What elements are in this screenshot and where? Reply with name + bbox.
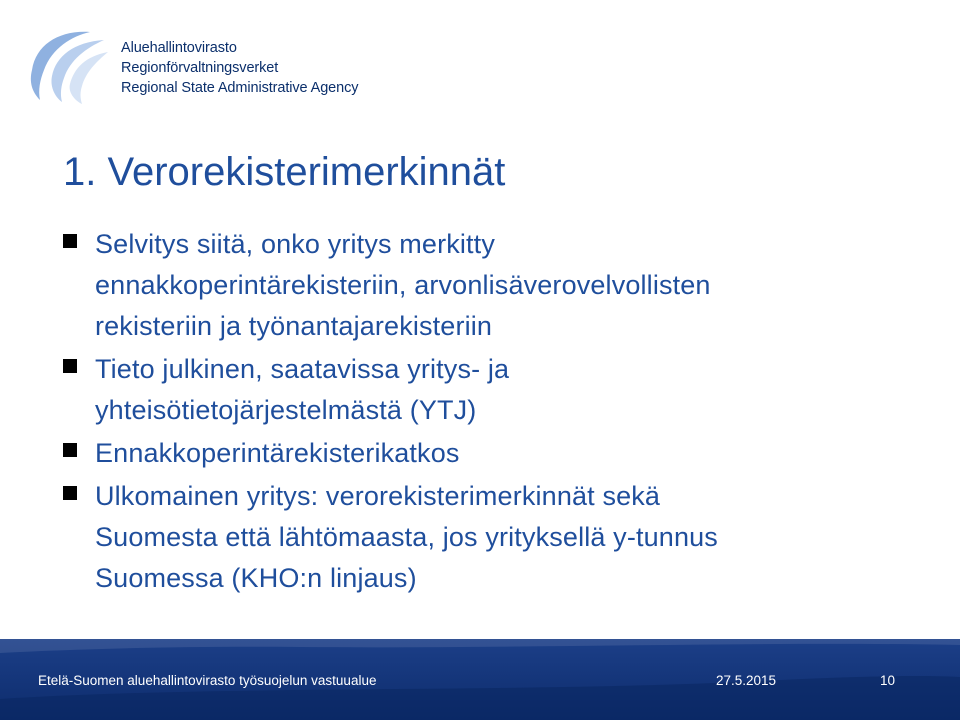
bullet-line: ennakkoperintärekisteriin, arvonlisäverovelvollisten <box>95 270 711 300</box>
footer-organization: Etelä-Suomen aluehallintovirasto työsuojelun vastuualue <box>38 673 377 688</box>
bullet-line: Ulkomainen yritys: verorekisterimerkinnät sekä <box>95 481 661 511</box>
agency-logo <box>26 24 386 104</box>
bullet-text <box>95 349 912 431</box>
bullet-line: yhteisötietojärjestelmästä (YTJ) <box>95 395 477 425</box>
bullet-list <box>62 224 912 601</box>
bullet-line: Suomessa (KHO:n linjaus) <box>95 563 417 593</box>
bullet-line: Tieto julkinen, saatavissa yritys- ja <box>95 354 510 384</box>
bullet-text <box>95 433 912 474</box>
bullet-item <box>62 349 912 431</box>
bullet-line: Selvitys siitä, onko yritys merkitty <box>95 229 495 259</box>
bullet-line: Suomesta että lähtömaasta, jos yrityksellä y-tunnus <box>95 522 718 552</box>
bullet-text <box>95 224 912 347</box>
logo-line-sv: Regionförvaltningsverket <box>121 60 279 76</box>
slide-title: 1. Verorekisterimerkinnät <box>63 150 506 194</box>
bullet-item <box>62 433 912 474</box>
logo-line-en: Regional State Administrative Agency <box>121 80 359 96</box>
aluehallintovirasto-wave-logo-icon <box>26 24 110 104</box>
square-bullet-icon <box>63 234 77 248</box>
logo-line-fi: Aluehallintovirasto <box>121 40 237 56</box>
bullet-line: rekisteriin ja työnantajarekisteriin <box>95 311 493 341</box>
footer-date: 27.5.2015 <box>716 673 777 688</box>
bullet-text <box>95 476 912 599</box>
logo-text <box>121 38 358 98</box>
square-bullet-icon <box>63 359 77 373</box>
bullet-item <box>62 224 912 347</box>
square-bullet-icon <box>63 486 77 500</box>
footer-page-number: 10 <box>880 673 896 688</box>
slide-footer <box>0 639 960 720</box>
square-bullet-icon <box>63 443 77 457</box>
bullet-line: Ennakkoperintärekisterikatkos <box>95 438 460 468</box>
bullet-item <box>62 476 912 599</box>
